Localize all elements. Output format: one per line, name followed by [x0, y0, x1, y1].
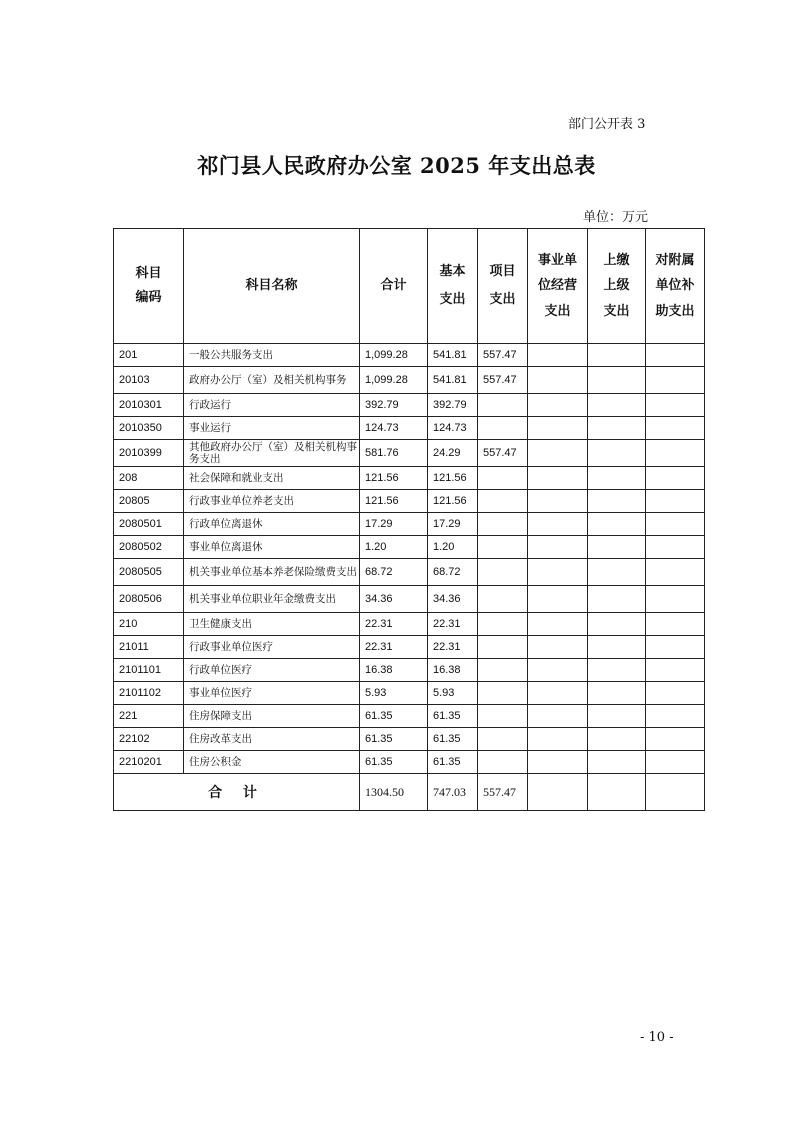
header-business-line: 位经营 [537, 278, 577, 294]
basic-cell: 1.20 [428, 536, 478, 559]
business-cell [528, 467, 588, 490]
project-cell: 557.47 [478, 367, 528, 394]
business-cell [528, 682, 588, 705]
header-subsidiary-line: 单位补 [655, 278, 695, 294]
name-cell: 其他政府办公厅（室）及相关机构事务支出 [184, 440, 360, 467]
table-row [114, 682, 705, 705]
basic-cell: 24.29 [428, 440, 478, 467]
business-cell [528, 613, 588, 636]
document-title: 祁门县人民政府办公室 2025 年支出总表 [197, 153, 596, 178]
business-cell [528, 394, 588, 417]
name-cell: 机关事业单位职业年金缴费支出 [184, 586, 360, 613]
upper-cell [588, 513, 646, 536]
total-cell: 68.72 [360, 559, 428, 586]
project-cell [478, 467, 528, 490]
table-row [114, 636, 705, 659]
code-cell: 2080505 [114, 559, 184, 586]
name-cell: 行政运行 [184, 394, 360, 417]
table-row [114, 440, 705, 467]
total-cell: 34.36 [360, 586, 428, 613]
subsidiary-cell [646, 513, 705, 536]
total-business-cell [528, 774, 588, 811]
business-cell [528, 417, 588, 440]
total-cell: 61.35 [360, 728, 428, 751]
table-row [114, 367, 705, 394]
name-cell: 行政单位医疗 [184, 659, 360, 682]
total-basic-cell: 747.03 [428, 774, 478, 811]
code-cell: 2080506 [114, 586, 184, 613]
upper-cell [588, 636, 646, 659]
total-project-cell: 557.47 [478, 774, 528, 811]
total-cell: 1.20 [360, 536, 428, 559]
upper-cell [588, 394, 646, 417]
code-cell: 2010301 [114, 394, 184, 417]
subsidiary-cell [646, 440, 705, 467]
name-cell: 住房公积金 [184, 751, 360, 774]
business-cell [528, 513, 588, 536]
header-subsidiary-line: 助支出 [655, 303, 695, 319]
header-basic-line: 基本 [439, 264, 466, 280]
subsidiary-cell [646, 367, 705, 394]
header-business-line: 事业单 [537, 252, 577, 268]
business-cell [528, 751, 588, 774]
basic-cell: 121.56 [428, 467, 478, 490]
table-row [114, 490, 705, 513]
business-cell [528, 586, 588, 613]
basic-cell: 392.79 [428, 394, 478, 417]
name-cell: 事业单位医疗 [184, 682, 360, 705]
basic-cell: 34.36 [428, 586, 478, 613]
total-cell: 1,099.28 [360, 344, 428, 367]
total-cell: 22.31 [360, 636, 428, 659]
header-upper-line: 上缴 [603, 252, 630, 268]
header-upper-line: 上级 [603, 278, 630, 294]
name-cell: 住房改革支出 [184, 728, 360, 751]
project-cell [478, 613, 528, 636]
total-subsidiary-cell [646, 774, 705, 811]
upper-cell [588, 586, 646, 613]
name-cell: 事业运行 [184, 417, 360, 440]
project-cell [478, 417, 528, 440]
page-number: - 10 - [640, 1030, 674, 1045]
total-cell: 1,099.28 [360, 367, 428, 394]
subsidiary-cell [646, 344, 705, 367]
upper-cell [588, 751, 646, 774]
name-cell: 事业单位离退休 [184, 536, 360, 559]
basic-cell: 5.93 [428, 682, 478, 705]
table-row [114, 659, 705, 682]
table-row [114, 728, 705, 751]
code-cell: 210 [114, 613, 184, 636]
code-cell: 20805 [114, 490, 184, 513]
total-cell: 61.35 [360, 705, 428, 728]
business-cell [528, 367, 588, 394]
total-cell: 124.73 [360, 417, 428, 440]
code-cell: 2101101 [114, 659, 184, 682]
code-cell: 2010350 [114, 417, 184, 440]
table-row [114, 613, 705, 636]
name-cell: 政府办公厅（室）及相关机构事务 [184, 367, 360, 394]
header-subsidiary [646, 229, 705, 344]
code-cell: 2010399 [114, 440, 184, 467]
business-cell [528, 344, 588, 367]
total-upper-cell [588, 774, 646, 811]
total-cell: 121.56 [360, 490, 428, 513]
upper-cell [588, 728, 646, 751]
business-cell [528, 636, 588, 659]
header-business [528, 229, 588, 344]
business-cell [528, 536, 588, 559]
business-cell [528, 728, 588, 751]
header-code [114, 229, 184, 344]
table-row [114, 586, 705, 613]
business-cell [528, 440, 588, 467]
business-cell [528, 559, 588, 586]
header-upper-line: 支出 [603, 303, 630, 319]
header-project-line: 支出 [489, 292, 516, 307]
header-row [114, 229, 705, 344]
code-cell: 2080502 [114, 536, 184, 559]
basic-cell: 17.29 [428, 513, 478, 536]
code-cell: 2101102 [114, 682, 184, 705]
name-cell: 卫生健康支出 [184, 613, 360, 636]
subsidiary-cell [646, 394, 705, 417]
basic-cell: 61.35 [428, 751, 478, 774]
business-cell [528, 490, 588, 513]
project-cell [478, 394, 528, 417]
header-project-line: 项目 [489, 264, 516, 280]
header-upper [588, 229, 646, 344]
subsidiary-cell [646, 751, 705, 774]
total-cell: 392.79 [360, 394, 428, 417]
table-row [114, 467, 705, 490]
upper-cell [588, 367, 646, 394]
upper-cell [588, 613, 646, 636]
name-cell: 社会保障和就业支出 [184, 467, 360, 490]
header-basic [428, 229, 478, 344]
table-row [114, 705, 705, 728]
table-row [114, 394, 705, 417]
total-cell: 22.31 [360, 613, 428, 636]
upper-cell [588, 490, 646, 513]
project-cell [478, 751, 528, 774]
subsidiary-cell [646, 613, 705, 636]
table-row [114, 751, 705, 774]
subsidiary-cell [646, 417, 705, 440]
project-cell: 557.47 [478, 344, 528, 367]
subsidiary-cell [646, 728, 705, 751]
header-code-line: 编码 [135, 290, 162, 305]
basic-cell: 68.72 [428, 559, 478, 586]
basic-cell: 61.35 [428, 705, 478, 728]
total-cell: 121.56 [360, 467, 428, 490]
subsidiary-cell [646, 659, 705, 682]
upper-cell [588, 440, 646, 467]
basic-cell: 541.81 [428, 367, 478, 394]
code-cell: 208 [114, 467, 184, 490]
project-cell [478, 659, 528, 682]
code-cell: 20103 [114, 367, 184, 394]
project-cell [478, 682, 528, 705]
table-row [114, 417, 705, 440]
subsidiary-cell [646, 467, 705, 490]
subsidiary-cell [646, 636, 705, 659]
subsidiary-cell [646, 490, 705, 513]
table-label: 部门公开表 3 [568, 117, 646, 132]
total-row [114, 774, 705, 811]
basic-cell: 124.73 [428, 417, 478, 440]
code-cell: 21011 [114, 636, 184, 659]
total-sum-cell: 1304.50 [360, 774, 428, 811]
basic-cell: 22.31 [428, 613, 478, 636]
business-cell [528, 705, 588, 728]
subsidiary-cell [646, 705, 705, 728]
header-total: 合计 [360, 229, 428, 344]
header-code-line: 科目 [135, 266, 162, 282]
project-cell [478, 705, 528, 728]
total-label: 合 计 [114, 774, 360, 811]
code-cell: 201 [114, 344, 184, 367]
name-cell: 行政单位离退休 [184, 513, 360, 536]
project-cell [478, 728, 528, 751]
project-cell [478, 586, 528, 613]
table-row [114, 513, 705, 536]
name-cell: 住房保障支出 [184, 705, 360, 728]
table-row [114, 536, 705, 559]
total-cell: 16.38 [360, 659, 428, 682]
header-business-line: 支出 [544, 303, 571, 319]
basic-cell: 61.35 [428, 728, 478, 751]
header-project [478, 229, 528, 344]
total-cell: 581.76 [360, 440, 428, 467]
subsidiary-cell [646, 559, 705, 586]
name-cell: 行政事业单位医疗 [184, 636, 360, 659]
basic-cell: 541.81 [428, 344, 478, 367]
upper-cell [588, 559, 646, 586]
name-cell: 机关事业单位基本养老保险缴费支出 [184, 559, 360, 586]
project-cell [478, 513, 528, 536]
project-cell [478, 536, 528, 559]
subsidiary-cell [646, 682, 705, 705]
upper-cell [588, 536, 646, 559]
name-cell: 行政事业单位养老支出 [184, 490, 360, 513]
upper-cell [588, 344, 646, 367]
business-cell [528, 659, 588, 682]
unit-label: 单位：万元 [583, 210, 649, 225]
header-subsidiary-line: 对附属 [655, 252, 695, 268]
expenditure-table [113, 228, 705, 811]
total-cell: 5.93 [360, 682, 428, 705]
project-cell [478, 559, 528, 586]
table-row [114, 559, 705, 586]
upper-cell [588, 417, 646, 440]
code-cell: 2210201 [114, 751, 184, 774]
total-cell: 61.35 [360, 751, 428, 774]
project-cell: 557.47 [478, 440, 528, 467]
basic-cell: 22.31 [428, 636, 478, 659]
name-cell: 一般公共服务支出 [184, 344, 360, 367]
upper-cell [588, 659, 646, 682]
project-cell [478, 636, 528, 659]
upper-cell [588, 705, 646, 728]
upper-cell [588, 682, 646, 705]
code-cell: 22102 [114, 728, 184, 751]
total-cell: 17.29 [360, 513, 428, 536]
code-cell: 2080501 [114, 513, 184, 536]
upper-cell [588, 467, 646, 490]
subsidiary-cell [646, 586, 705, 613]
table-row [114, 344, 705, 367]
subsidiary-cell [646, 536, 705, 559]
header-basic-line: 支出 [439, 292, 466, 307]
header-name: 科目名称 [184, 229, 360, 344]
project-cell [478, 490, 528, 513]
code-cell: 221 [114, 705, 184, 728]
basic-cell: 16.38 [428, 659, 478, 682]
basic-cell: 121.56 [428, 490, 478, 513]
